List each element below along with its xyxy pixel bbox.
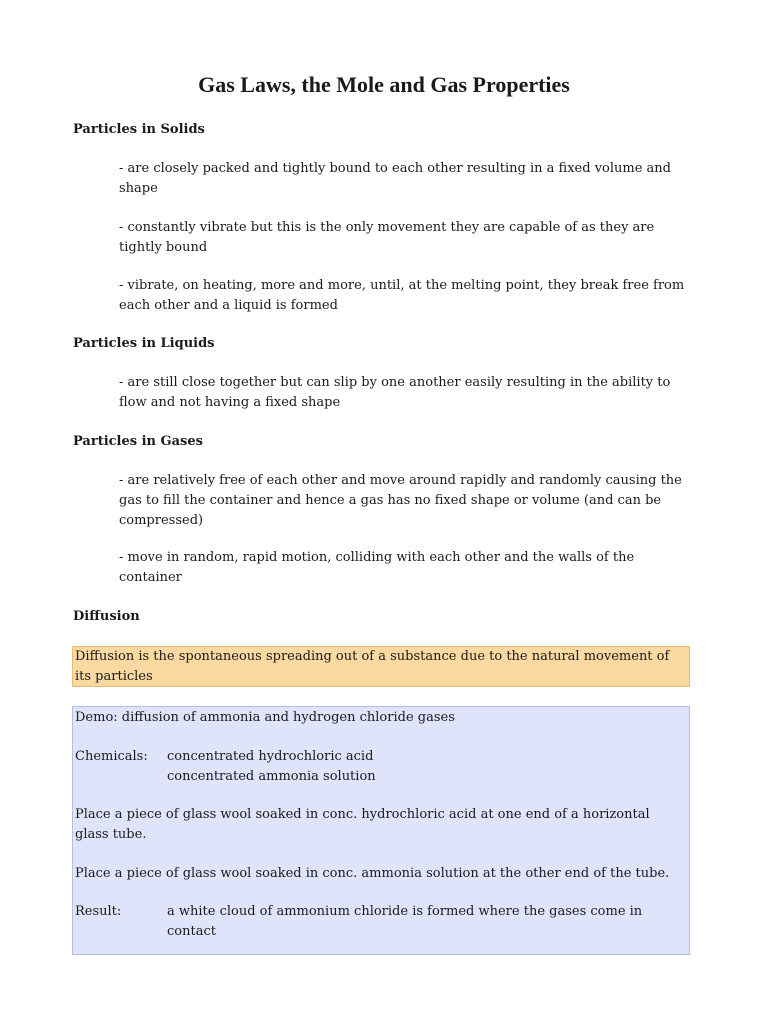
heading-gases: Particles in Gases: [73, 434, 203, 449]
liquids-point-1: - are still close together but can slip by one another easily resulting in the ability to flow and not having a fixed shape: [119, 375, 671, 410]
solids-point-3: - vibrate, on heating, more and more, until, at the melting point, they break free from each other and a liquid is formed: [119, 278, 685, 313]
definition-box: [72, 646, 690, 687]
solids-point-1: - are closely packed and tightly bound to each other resulting in a fixed volume and shape: [119, 161, 672, 196]
result-label: Result:: [75, 904, 122, 919]
solids-point-2: - constantly vibrate but this is the only movement they are capable of as they are tightly bound: [119, 220, 655, 255]
heading-solids: Particles in Solids: [73, 122, 205, 137]
gases-point-1: - are relatively free of each other and move around rapidly and randomly causing the gas to fill the container and hence a gas has no fixed shape or volume (and can be compressed): [119, 473, 682, 528]
chemicals-label: Chemicals:: [75, 749, 148, 764]
heading-liquids: Particles in Liquids: [73, 336, 215, 351]
gases-point-2: - move in random, rapid motion, colliding with each other and the walls of the container: [119, 550, 635, 585]
demo-step-2: Place a piece of glass wool soaked in conc. ammonia solution at the other end of the tube.: [75, 866, 670, 881]
demo-intro: Demo: diffusion of ammonia and hydrogen chloride gases: [75, 710, 455, 725]
chemicals-list: [167, 747, 687, 787]
demo-chemicals-row: [75, 747, 685, 787]
chemical-item: concentrated ammonia solution: [167, 769, 376, 784]
diffusion-definition: Diffusion is the spontaneous spreading out of a substance due to the natural movement of its particles: [75, 649, 670, 684]
page-title: Gas Laws, the Mole and Gas Properties: [198, 72, 570, 97]
demo-step-1: Place a piece of glass wool soaked in conc. hydrochloric acid at one end of a horizontal glass tube.: [75, 807, 650, 842]
demo-result-row: [75, 902, 685, 942]
result-text: a white cloud of ammonium chloride is formed where the gases come in contact: [167, 904, 643, 939]
heading-diffusion: Diffusion: [73, 609, 140, 624]
demo-box: [72, 706, 690, 955]
chemical-item: concentrated hydrochloric acid: [167, 749, 374, 764]
